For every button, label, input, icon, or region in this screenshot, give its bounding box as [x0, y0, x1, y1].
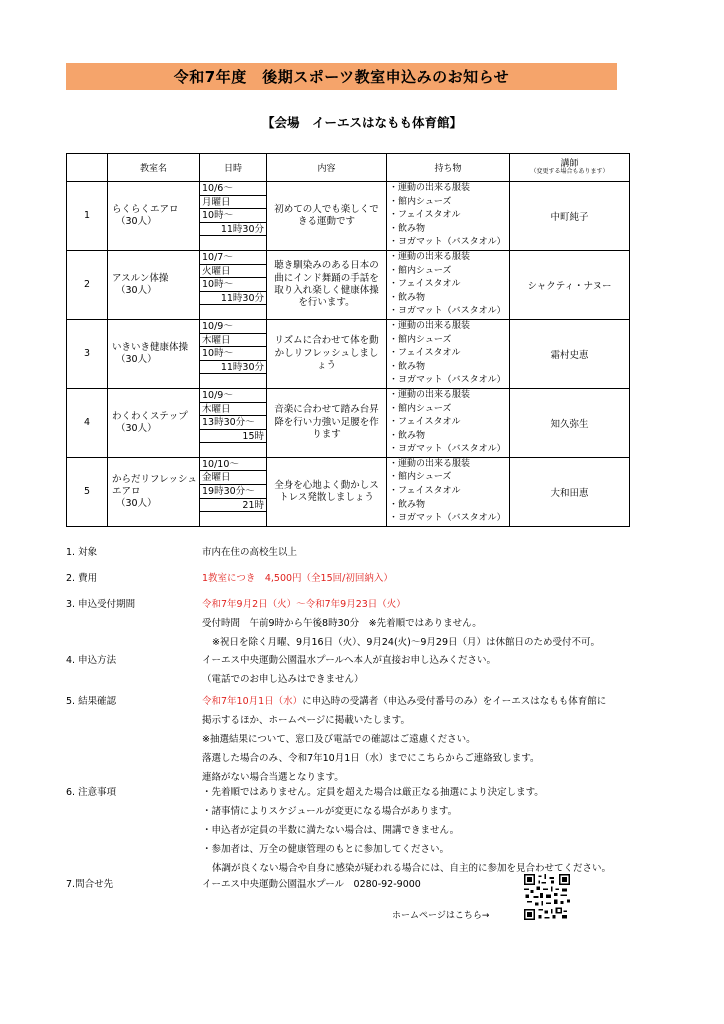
- class-name-cell: [108, 388, 200, 457]
- content-cell: 初めての人でも楽しくできる運動です: [267, 182, 387, 251]
- page-title-banner: [66, 63, 617, 90]
- method-note: （電話でのお申し込みはできません）: [202, 674, 364, 685]
- item-line: ・フェイスタオル: [389, 417, 461, 428]
- item-line: ・フェイスタオル: [389, 486, 461, 497]
- venue-heading: 【会場 イーエスはなもも体育館】: [261, 115, 462, 130]
- class-name-cell: [108, 250, 200, 319]
- items-cell: [387, 457, 510, 526]
- datetime-line: 21時: [200, 499, 266, 513]
- datetime-line: 10/7～: [200, 251, 266, 265]
- fee-text: 1教室につき 4,500円（全15回/初回納入）: [202, 573, 393, 584]
- item-line: ・ヨガマット（バスタオル）: [389, 306, 506, 317]
- item-line: ・フェイスタオル: [389, 210, 461, 221]
- item-line: ・ヨガマット（バスタオル）: [389, 444, 506, 455]
- items-cell: [387, 388, 510, 457]
- section-label: 3. 申込受付期間: [66, 599, 136, 610]
- item-line: ・飲み物: [389, 499, 426, 510]
- item-line: ・館内シューズ: [389, 196, 452, 207]
- result-line: ※抽選結果について、窓口及び電話での確認はご遠慮ください。: [202, 734, 476, 745]
- lecturer-cell: 中町純子: [510, 182, 630, 251]
- item-line: ・運動の出来る服装: [389, 320, 471, 331]
- datetime-blank: [200, 512, 266, 526]
- table-header-row: [67, 154, 630, 182]
- note-line: ・参加者は、万全の健康管理のもとに参加してください。: [202, 844, 450, 855]
- lecturer-cell: 知久弥生: [510, 388, 630, 457]
- class-name-line: いきいき健康体操: [112, 342, 189, 354]
- qr-code-icon[interactable]: [524, 874, 570, 920]
- datetime-line: 木曜日: [200, 403, 266, 417]
- datetime-line: 11時30分: [200, 292, 266, 306]
- datetime-line: 13時30分～: [200, 416, 266, 430]
- datetime-cell: [200, 250, 267, 319]
- table-row: [67, 182, 630, 251]
- item-line: ・館内シューズ: [389, 265, 452, 276]
- class-name-cell: [108, 182, 200, 251]
- items-cell: [387, 182, 510, 251]
- page-title: 令和7年度 後期スポーツ教室申込みのお知らせ: [173, 68, 510, 86]
- datetime-line: 15時: [200, 430, 266, 444]
- item-line: ・飲み物: [389, 361, 426, 372]
- section-label: 5. 結果確認: [66, 696, 117, 707]
- row-number: 5: [67, 457, 108, 526]
- item-line: ・ヨガマット（バスタオル）: [389, 375, 506, 386]
- period-hours: 受付時間 午前9時から午後8時30分 ※先着順ではありません。: [202, 618, 482, 629]
- section-text: 市内在住の高校生以上: [202, 547, 298, 558]
- header-lecturer-cell: [510, 154, 630, 182]
- lecturer-cell: 大和田恵: [510, 457, 630, 526]
- lecturer-cell: シャクティ・ナヌー: [510, 250, 630, 319]
- lecturer-cell: 霜村史恵: [510, 319, 630, 388]
- method-text: イーエス中央運動公園温水プールへ本人が直接お申し込みください。: [202, 655, 497, 666]
- datetime-line: 19時30分～: [200, 485, 266, 499]
- datetime-blank: [200, 443, 266, 457]
- header-lecturer: 講師: [560, 158, 579, 169]
- item-line: ・飲み物: [389, 430, 426, 441]
- datetime-line: 10時～: [200, 278, 266, 292]
- content-cell: リズムに合わせて体を動かしリフレッシュしましょう: [267, 319, 387, 388]
- table-row: [67, 319, 630, 388]
- class-name-line: （30人）: [116, 353, 157, 365]
- datetime-line: 木曜日: [200, 334, 266, 348]
- section-label: 7.問合せ先: [66, 879, 114, 890]
- datetime-blank: [200, 305, 266, 319]
- datetime-cell: [200, 457, 267, 526]
- note-line: ・申込者が定員の半数に満たない場合は、開講できません。: [202, 825, 460, 836]
- datetime-line: 10/10～: [200, 458, 266, 472]
- datetime-line: 10/6～: [200, 182, 266, 196]
- result-date: 令和7年10月1日（水）: [202, 696, 303, 707]
- item-line: ・運動の出来る服装: [389, 183, 471, 193]
- items-cell: [387, 319, 510, 388]
- row-number: 4: [67, 388, 108, 457]
- result-line: 掲示するほか、ホームページに掲載いたします。: [202, 715, 411, 726]
- section-label: 4. 申込方法: [66, 655, 117, 666]
- item-line: ・ヨガマット（バスタオル）: [389, 513, 506, 524]
- header-lecturer-note: （変更する場合もあります）: [530, 168, 609, 176]
- content-cell: 聴き馴染みのある日本の曲にインド舞踊の手話を取り入れ楽しく健康体操を行います。: [267, 250, 387, 319]
- item-line: ・運動の出来る服装: [389, 458, 471, 469]
- class-name-cell: [108, 319, 200, 388]
- note-line: ・先着順ではありません。定員を超えた場合は厳正なる抽選により決定します。: [202, 787, 544, 798]
- class-name-line: （30人）: [116, 497, 157, 509]
- item-line: ・館内シューズ: [389, 403, 452, 414]
- class-name-line: わくわくステップ: [112, 411, 188, 423]
- section-label: 2. 費用: [66, 573, 98, 584]
- items-cell: [387, 250, 510, 319]
- result-lead-text: に申込時の受講者（申込み受付番号のみ）をイーエスはなもも体育館に: [302, 696, 607, 707]
- datetime-line: 月曜日: [200, 196, 266, 210]
- note-line: 体調が良くない場合や自身に感染が疑われる場合には、自主的に参加を見合わせてください。: [212, 863, 612, 874]
- content-cell: 音楽に合わせて踏み台昇降を行い力強い足腰を作ります: [267, 388, 387, 457]
- header-datetime: 日時: [200, 154, 267, 182]
- class-name-line: らくらくエアロ: [112, 204, 179, 216]
- datetime-line: 金曜日: [200, 471, 266, 485]
- datetime-cell: [200, 388, 267, 457]
- datetime-line: 11時30分: [200, 361, 266, 375]
- table-row: [67, 457, 630, 526]
- class-schedule-table: [66, 153, 630, 527]
- datetime-line: 11時30分: [200, 223, 266, 237]
- class-name-line: エアロ: [112, 485, 141, 497]
- item-line: ・運動の出来る服装: [389, 389, 471, 400]
- section-label: 1. 対象: [66, 547, 98, 558]
- result-line: 連絡がない場合当選となります。: [202, 772, 344, 783]
- note-line: ・諸事情によりスケジュールが変更になる場合があります。: [202, 806, 458, 817]
- homepage-link[interactable]: ホームページはこちら→: [392, 911, 490, 921]
- row-number: 2: [67, 250, 108, 319]
- item-line: ・フェイスタオル: [389, 279, 461, 290]
- datetime-cell: [200, 319, 267, 388]
- row-number: 3: [67, 319, 108, 388]
- item-line: ・飲み物: [389, 223, 426, 234]
- datetime-line: 10時～: [200, 209, 266, 223]
- row-number: 1: [67, 182, 108, 251]
- table-row: [67, 388, 630, 457]
- item-line: ・フェイスタオル: [389, 348, 461, 359]
- datetime-cell: [200, 182, 267, 251]
- header-class-name: 教室名: [108, 154, 200, 182]
- period-dates: 令和7年9月2日（火）～令和7年9月23日（火）: [202, 599, 406, 610]
- period-closed-days: ※祝日を除く月曜、9月16日（火）、9月24(火)～9月29日（月）は休館日のため受付不可。: [212, 637, 601, 648]
- class-name-line: アスルン体操: [112, 273, 169, 285]
- class-name-line: （30人）: [116, 284, 157, 296]
- section-label: 6. 注意事項: [66, 787, 117, 798]
- datetime-line: 火曜日: [200, 265, 266, 279]
- datetime-blank: [200, 374, 266, 388]
- datetime-line: 10/9～: [200, 320, 266, 334]
- datetime-line: 10/9～: [200, 389, 266, 403]
- item-line: ・館内シューズ: [389, 334, 452, 345]
- item-line: ・館内シューズ: [389, 472, 452, 483]
- datetime-blank: [200, 236, 266, 250]
- contact-text: イーエス中央運動公園温水プール 0280-92-9000: [202, 879, 421, 890]
- table-row: [67, 250, 630, 319]
- result-line: 落選した場合のみ、令和7年10月1日（水）までにこちらからご連絡致します。: [202, 753, 540, 764]
- item-line: ・ヨガマット（バスタオル）: [389, 237, 506, 248]
- content-cell: 全身を心地よく動かしストレス発散しましょう: [267, 457, 387, 526]
- datetime-line: 10時～: [200, 347, 266, 361]
- item-line: ・運動の出来る服装: [389, 251, 471, 262]
- class-name-cell: [108, 457, 200, 526]
- header-content: 内容: [267, 154, 387, 182]
- class-name-line: （30人）: [116, 422, 157, 434]
- header-no: [67, 154, 108, 182]
- class-name-line: からだリフレッシュ: [112, 474, 197, 486]
- header-items: 持ち物: [387, 154, 510, 182]
- class-name-line: （30人）: [116, 215, 157, 227]
- item-line: ・飲み物: [389, 292, 426, 303]
